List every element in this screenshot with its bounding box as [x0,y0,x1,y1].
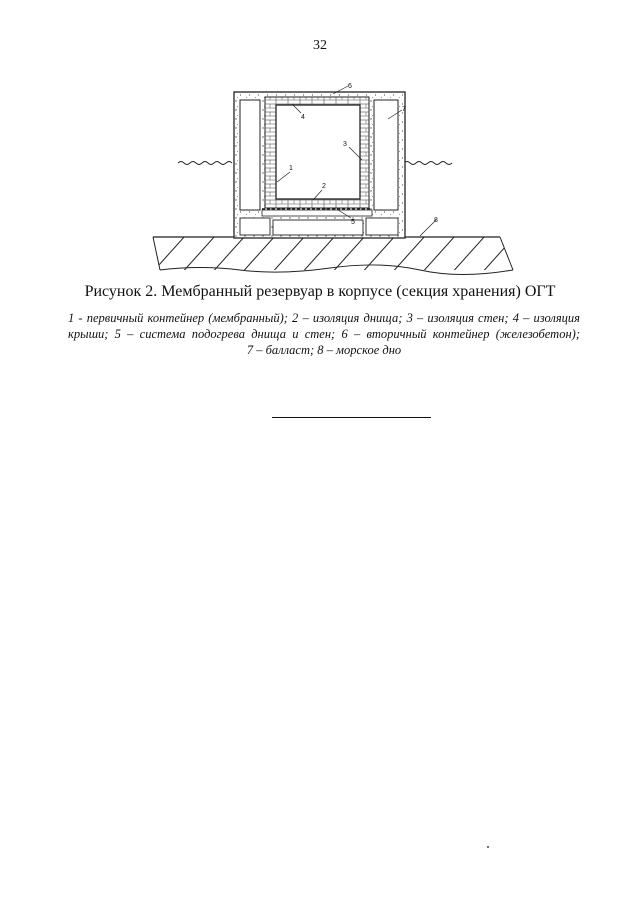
callout-8: 8 [434,217,438,224]
waterline-right [404,162,452,165]
separator-line [272,417,431,418]
scan-speck [487,846,489,848]
callout-3: 3 [343,141,347,148]
callout-6: 6 [348,83,352,90]
callout-7: 7 [402,106,406,113]
legend-line: 7 – балласт; 8 – морское дно [246,343,402,357]
figure-legend [68,310,580,358]
callout-1: 1 [289,165,293,172]
callout-4: 4 [301,114,305,121]
ballast-right [374,100,398,210]
callout-5: 5 [351,219,355,226]
figure-caption: Рисунок 2. Мембранный резервуар в корпусе (секция хранения) ОГТ [84,283,556,300]
page-number: 32 [313,38,327,53]
primary-container [276,105,360,199]
legend-line: 1 - первичный контейнер (мембранный); 2 – изоляция днища; 3 – изоляция стен; 4 – изоляция [68,311,580,325]
seabed [150,236,515,275]
membrane-tank-diagram [0,80,640,280]
waterline-left [178,162,232,165]
legend-line: крыши; 5 – система подогрева днища и стен; 6 – вторичный контейнер (железобетон); [68,327,580,341]
callout-2: 2 [322,183,326,190]
ballast-left [240,100,260,210]
